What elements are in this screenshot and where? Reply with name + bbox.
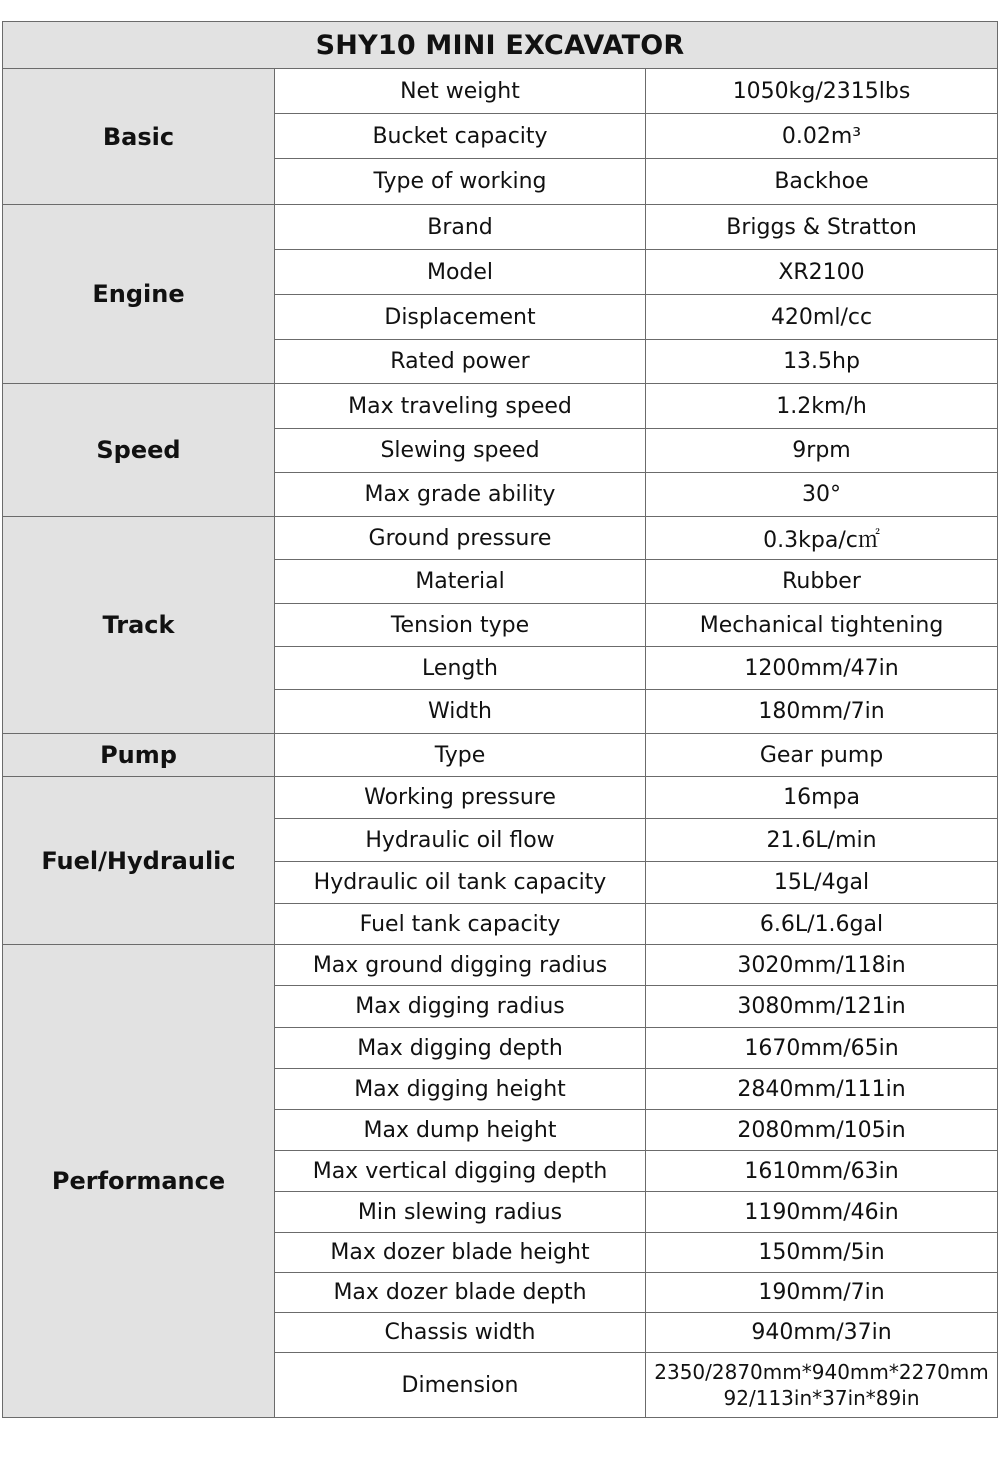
parameter-cell: Max dozer blade depth (275, 1273, 646, 1313)
value-cell: 420ml/cc (646, 295, 998, 340)
value-cell: 150mm/5in (646, 1233, 998, 1273)
parameter-cell: Hydraulic oil tank capacity (275, 862, 646, 904)
table-row (3, 205, 998, 250)
parameter-cell: Displacement (275, 295, 646, 340)
parameter-cell: Model (275, 250, 646, 295)
table-row (3, 384, 998, 429)
parameter-cell: Rated power (275, 340, 646, 384)
value-cell: 16mpa (646, 777, 998, 819)
value-cell: Rubber (646, 560, 998, 604)
value-cell: 180mm/7in (646, 690, 998, 734)
category-cell: Fuel/Hydraulic (3, 777, 275, 945)
spec-table (2, 21, 998, 1418)
parameter-cell: Hydraulic oil flow (275, 819, 646, 862)
parameter-cell: Dimension (275, 1353, 646, 1418)
parameter-cell: Net weight (275, 69, 646, 114)
value-line: 92/113in*37in*89in (723, 1386, 920, 1410)
parameter-cell: Max grade ability (275, 473, 646, 517)
value-cell: 0.3kpa/c㎡ (646, 517, 998, 560)
value-cell: 3020mm/118in (646, 945, 998, 986)
table-row (3, 734, 998, 777)
table-row (3, 69, 998, 114)
category-cell: Engine (3, 205, 275, 384)
value-cell: 1670mm/65in (646, 1028, 998, 1069)
category-cell: Track (3, 517, 275, 734)
value-cell: 0.02m³ (646, 114, 998, 159)
value-cell: 15L/4gal (646, 862, 998, 904)
parameter-cell: Type (275, 734, 646, 777)
value-cell: 190mm/7in (646, 1273, 998, 1313)
parameter-cell: Max digging depth (275, 1028, 646, 1069)
parameter-cell: Fuel tank capacity (275, 904, 646, 945)
value-line: 2350/2870mm*940mm*2270mm (654, 1360, 989, 1384)
value-cell: 2080mm/105in (646, 1110, 998, 1151)
parameter-cell: Tension type (275, 604, 646, 647)
value-cell: Briggs & Stratton (646, 205, 998, 250)
parameter-cell: Max digging radius (275, 986, 646, 1028)
parameter-cell: Bucket capacity (275, 114, 646, 159)
parameter-cell: Width (275, 690, 646, 734)
category-cell: Speed (3, 384, 275, 517)
parameter-cell: Type of working (275, 159, 646, 205)
category-cell: Performance (3, 945, 275, 1418)
value-cell (646, 1353, 998, 1418)
value-cell: Mechanical tightening (646, 604, 998, 647)
value-cell: 940mm/37in (646, 1313, 998, 1353)
table-row (3, 777, 998, 819)
value-cell: 21.6L/min (646, 819, 998, 862)
category-cell: Pump (3, 734, 275, 777)
parameter-cell: Max vertical digging depth (275, 1151, 646, 1192)
value-cell: XR2100 (646, 250, 998, 295)
value-cell: 1.2km/h (646, 384, 998, 429)
parameter-cell: Max traveling speed (275, 384, 646, 429)
parameter-cell: Ground pressure (275, 517, 646, 560)
value-cell: 13.5hp (646, 340, 998, 384)
parameter-cell: Max ground digging radius (275, 945, 646, 986)
table-row (3, 517, 998, 560)
parameter-cell: Brand (275, 205, 646, 250)
table-row (3, 945, 998, 986)
value-cell: 1190mm/46in (646, 1192, 998, 1233)
parameter-cell: Length (275, 647, 646, 690)
value-cell: 30° (646, 473, 998, 517)
table-title: SHY10 MINI EXCAVATOR (3, 22, 998, 69)
parameter-cell: Material (275, 560, 646, 604)
value-cell: 2840mm/111in (646, 1069, 998, 1110)
parameter-cell: Min slewing radius (275, 1192, 646, 1233)
value-cell: 1050kg/2315lbs (646, 69, 998, 114)
parameter-cell: Max dozer blade height (275, 1233, 646, 1273)
value-cell: 9rpm (646, 429, 998, 473)
parameter-cell: Max digging height (275, 1069, 646, 1110)
value-cell: 1610mm/63in (646, 1151, 998, 1192)
value-cell: Gear pump (646, 734, 998, 777)
parameter-cell: Max dump height (275, 1110, 646, 1151)
title-row (3, 22, 998, 69)
parameter-cell: Slewing speed (275, 429, 646, 473)
parameter-cell: Chassis width (275, 1313, 646, 1353)
value-cell: 1200mm/47in (646, 647, 998, 690)
value-cell: Backhoe (646, 159, 998, 205)
category-cell: Basic (3, 69, 275, 205)
parameter-cell: Working pressure (275, 777, 646, 819)
value-cell: 6.6L/1.6gal (646, 904, 998, 945)
spec-sheet (2, 21, 997, 1418)
value-cell: 3080mm/121in (646, 986, 998, 1028)
